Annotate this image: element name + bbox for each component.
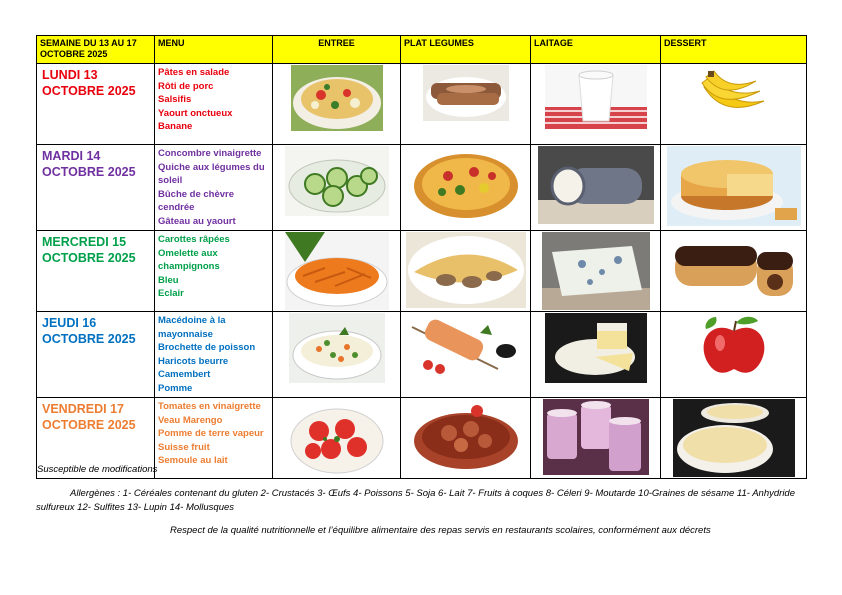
month-label: OCTOBRE 2025 bbox=[42, 165, 136, 179]
menu-item: Yaourt onctueux bbox=[158, 107, 233, 119]
veal-marengo-image bbox=[411, 399, 521, 471]
day-cell bbox=[37, 64, 155, 145]
modifications-note: Susceptible de modifications bbox=[37, 464, 158, 475]
dessert-cell bbox=[661, 312, 807, 398]
dessert-header: DESSERT bbox=[661, 36, 807, 64]
plat-cell bbox=[401, 145, 531, 231]
menu-item: Pâtes en salade bbox=[158, 67, 230, 78]
eclair-image bbox=[671, 232, 797, 304]
entree-cell bbox=[273, 64, 401, 145]
cucumber-salad-image bbox=[285, 146, 389, 216]
header-row bbox=[37, 36, 807, 64]
laitage-cell bbox=[531, 312, 661, 398]
week-header: SEMAINE DU 13 AU 17 OCTOBRE 2025 bbox=[37, 36, 155, 64]
plat-cell bbox=[401, 64, 531, 145]
dessert-cell bbox=[661, 231, 807, 312]
dessert-cell bbox=[661, 145, 807, 231]
menu-item: Omelette aux champignons bbox=[158, 247, 220, 272]
menu-items bbox=[155, 398, 273, 479]
menu-item: Tomates en vinaigrette bbox=[158, 401, 261, 412]
plat-cell bbox=[401, 398, 531, 479]
day-label: MERCREDI 15 bbox=[42, 235, 127, 249]
menu-item: Pomme de terre vapeur bbox=[158, 428, 264, 439]
entree-cell bbox=[273, 145, 401, 231]
month-label: OCTOBRE 2025 bbox=[42, 418, 136, 432]
laitage-cell bbox=[531, 231, 661, 312]
menu-item: Bûche de chèvre cendrée bbox=[158, 188, 235, 213]
day-row-monday bbox=[37, 64, 807, 145]
entree-header: ENTREE bbox=[273, 36, 401, 64]
menu-item: Bleu bbox=[158, 274, 179, 286]
menu-header: MENU bbox=[155, 36, 273, 64]
laitage-cell bbox=[531, 398, 661, 479]
yogurt-jar-image bbox=[545, 65, 647, 129]
day-cell bbox=[37, 231, 155, 312]
apple-image bbox=[694, 313, 774, 379]
menu-item: Pomme bbox=[158, 382, 193, 394]
dessert-cell bbox=[661, 398, 807, 479]
tomato-salad-image bbox=[289, 399, 385, 477]
day-label: LUNDI 13 bbox=[42, 68, 98, 82]
yogurt-cake-image bbox=[667, 146, 801, 226]
menu-items bbox=[155, 64, 273, 145]
blue-cheese-image bbox=[542, 232, 650, 310]
day-cell bbox=[37, 145, 155, 231]
menu-item: Semoule au lait bbox=[158, 455, 228, 466]
menu-items bbox=[155, 231, 273, 312]
plat-header: PLAT LEGUMES bbox=[401, 36, 531, 64]
day-row-thursday bbox=[37, 312, 807, 398]
menu-item: Macédoine à la mayonnaise bbox=[158, 315, 226, 340]
day-label: MARDI 14 bbox=[42, 149, 101, 163]
nutrition-note: Respect de la qualité nutritionnelle et l’équilibre alimentaire des repas servis en restaurants scolaires, conformément aux décrets bbox=[170, 525, 711, 536]
day-cell bbox=[37, 312, 155, 398]
bananas-image bbox=[694, 65, 774, 123]
menu-items bbox=[155, 312, 273, 398]
roast-pork-image bbox=[423, 65, 509, 121]
plat-cell bbox=[401, 231, 531, 312]
grated-carrots-image bbox=[285, 232, 389, 310]
month-label: OCTOBRE 2025 bbox=[42, 84, 136, 98]
menu-item: Salsifis bbox=[158, 94, 192, 105]
goat-cheese-log-image bbox=[538, 146, 654, 224]
month-label: OCTOBRE 2025 bbox=[42, 251, 136, 265]
menu-item: Suisse fruit bbox=[158, 441, 210, 453]
mushroom-omelette-image bbox=[406, 232, 526, 308]
menu-item: Banane bbox=[158, 121, 193, 132]
fish-skewer-image bbox=[406, 313, 526, 381]
vegetable-quiche-image bbox=[412, 146, 520, 220]
entree-cell bbox=[273, 231, 401, 312]
menu-item: Gâteau au yaourt bbox=[158, 215, 236, 227]
menu-item: Quiche aux légumes du soleil bbox=[158, 161, 265, 186]
month-label: OCTOBRE 2025 bbox=[42, 332, 136, 346]
menu-item: Carottes râpées bbox=[158, 234, 230, 245]
plat-cell bbox=[401, 312, 531, 398]
semolina-pudding-image bbox=[673, 399, 795, 477]
day-row-wednesday bbox=[37, 231, 807, 312]
macedoine-image bbox=[289, 313, 385, 383]
menu-item: Eclair bbox=[158, 288, 184, 299]
day-row-tuesday bbox=[37, 145, 807, 231]
day-label: JEUDI 16 bbox=[42, 316, 97, 330]
laitage-cell bbox=[531, 64, 661, 145]
entree-cell bbox=[273, 398, 401, 479]
menu-table bbox=[36, 35, 807, 479]
day-label: VENDREDI 17 bbox=[42, 402, 124, 416]
menu-item: Brochette de poisson bbox=[158, 342, 256, 353]
pasta-salad-image bbox=[291, 65, 383, 131]
fruit-petit-suisse-image bbox=[543, 399, 649, 475]
laitage-cell bbox=[531, 145, 661, 231]
menu-items bbox=[155, 145, 273, 231]
menu-item: Camembert bbox=[158, 369, 211, 380]
allergens-note: Allergènes : 1- Céréales contenant du gluten 2- Crustacés 3- Œufs 4- Poissons 5- Soja 6- Lait 7- Fruits à coques 8- Céleri 9- Moutarde 10-Graines de sésame 11- Anhydride sulfureux 12- Sulfites 13- Lupin 14- Mollusques bbox=[36, 488, 795, 513]
menu-item: Rôti de porc bbox=[158, 80, 214, 92]
menu-item: Haricots beurre bbox=[158, 355, 229, 367]
laitage-header: LAITAGE bbox=[531, 36, 661, 64]
menu-item: Concombre vinaigrette bbox=[158, 148, 262, 159]
camembert-image bbox=[545, 313, 647, 383]
entree-cell bbox=[273, 312, 401, 398]
dessert-cell bbox=[661, 64, 807, 145]
menu-item: Veau Marengo bbox=[158, 414, 223, 426]
